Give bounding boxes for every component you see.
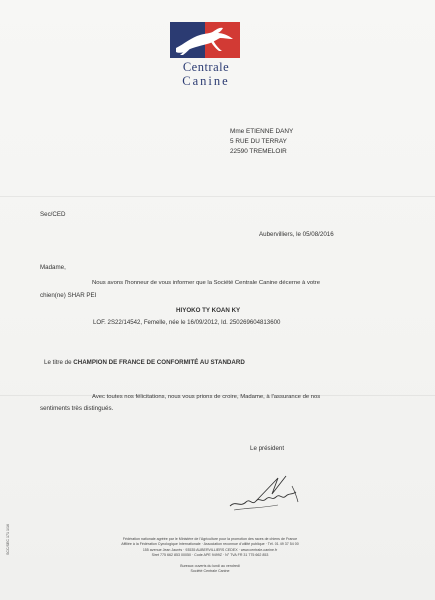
side-reference: SCC/SEC 171 1/16 xyxy=(6,524,10,555)
dog-details: LOF. 2S22/14542, Femelle, née le 16/09/2012, Id. 250269604813600 xyxy=(93,319,281,326)
footer-line6: Société Centrale Canine xyxy=(190,569,230,574)
place-date: Aubervilliers, le 05/08/2016 xyxy=(259,231,334,238)
closing-line2: sentiments très distingués. xyxy=(40,405,114,412)
body-paragraph-line2: chien(ne) SHAR PEI xyxy=(40,292,97,299)
reference: Sec/CED xyxy=(40,211,66,218)
handwritten-signature xyxy=(226,472,306,521)
title-line xyxy=(44,359,245,366)
body-paragraph-line1: Nous avons l'honneur de vous informer que la Société Centrale Canine décerne à votre xyxy=(92,280,321,286)
footer-line2: Affiliée à la Fédération Cynologique Internationale · Association reconnue d'utilité publique · Tél. 01 49 37 54 00 xyxy=(121,542,299,547)
champion-title: CHAMPION DE FRANCE DE CONFORMITÉ AU STANDARD xyxy=(73,359,245,366)
letterhead-footer xyxy=(92,537,328,575)
salutation: Madame, xyxy=(40,264,66,271)
leaping-dog-logo-icon xyxy=(170,22,240,58)
signatory-title: Le président xyxy=(250,445,285,452)
footer-line3: 155 avenue Jean Jaurès · 93535 AUBERVILLIERS CEDEX · www.centrale-canine.fr xyxy=(142,547,278,552)
footer-line4: Siret 775 662 853 00050 · Code APE 9499Z · N° TVA FR 31 775 662 853 xyxy=(151,552,269,557)
brand-name-line2: Canine xyxy=(182,74,230,88)
footer-line5: Bureaux ouverts du lundi au vendredi xyxy=(180,564,240,569)
title-prefix: Le titre de xyxy=(44,359,72,366)
recipient-city: 22590 TREMELOIR xyxy=(230,148,287,155)
fold-line xyxy=(0,196,435,197)
footer-line1: Fédération nationale agréée par le Ministère de l'Agriculture pour la promotion des races de chiens de France xyxy=(122,537,298,541)
recipient-street: 5 RUE DU TERRAY xyxy=(230,138,287,145)
dog-name: HIYOKO TY KOAN KY xyxy=(176,307,241,314)
brand-name-line1: Centrale xyxy=(182,60,230,74)
recipient-name: Mme ETIENNE DANY xyxy=(230,128,294,135)
closing-line1: Avec toutes nos félicitations, nous vous prions de croire, Madame, à l'assurance de nos xyxy=(92,394,321,400)
